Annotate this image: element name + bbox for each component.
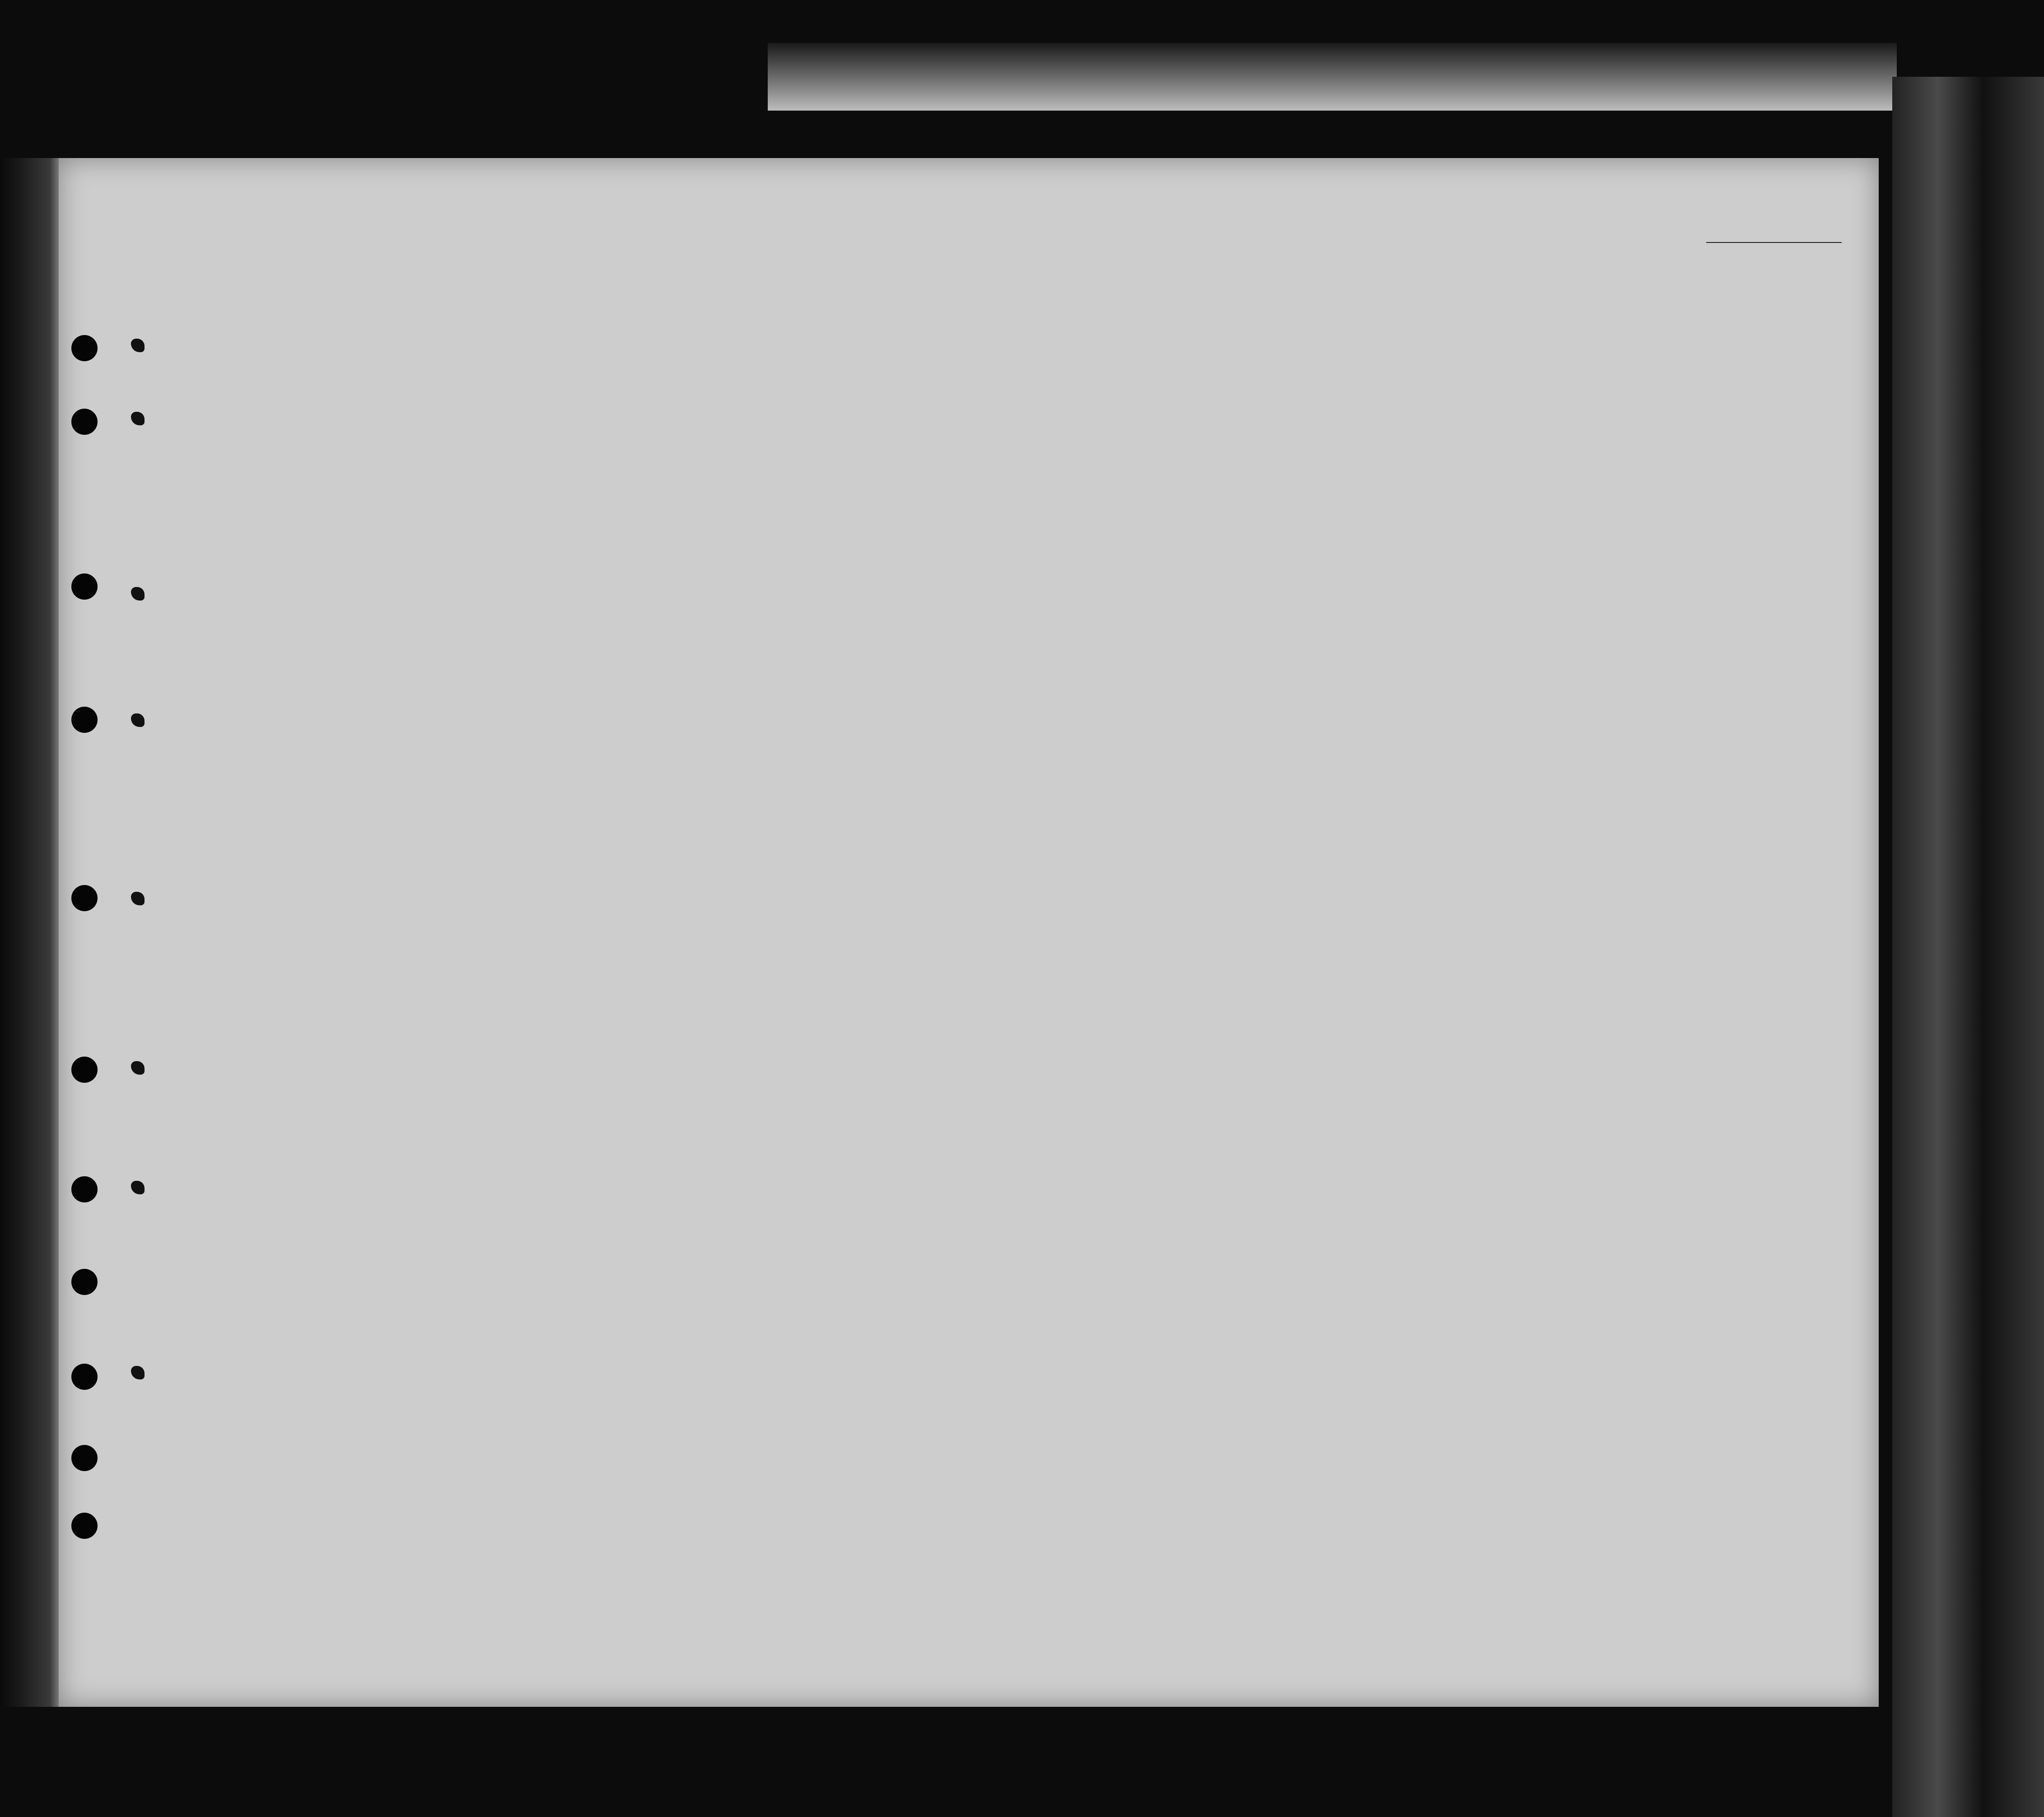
- page-edge-shadow: [768, 43, 1897, 111]
- binding-hole-icon: [71, 1445, 98, 1471]
- binding-hole-icon: [71, 573, 98, 600]
- binding-hole-icon: [71, 335, 98, 361]
- binding-hole-icon: [71, 1176, 98, 1202]
- binding-hole-icon: [71, 885, 98, 911]
- binding-hole-icon: [71, 1269, 98, 1295]
- binding-hole-icon: [71, 409, 98, 435]
- binding-hole-icon: [71, 1057, 98, 1083]
- binding-hole-icon: [71, 1364, 98, 1390]
- facing-page-edge: [1892, 77, 2044, 1817]
- binding-hole-icon: [71, 1513, 98, 1539]
- binding-margin: [0, 158, 59, 1707]
- manifest-sheet: [59, 158, 1879, 1707]
- binding-hole-icon: [71, 707, 98, 733]
- list-number-line: [1706, 242, 1842, 243]
